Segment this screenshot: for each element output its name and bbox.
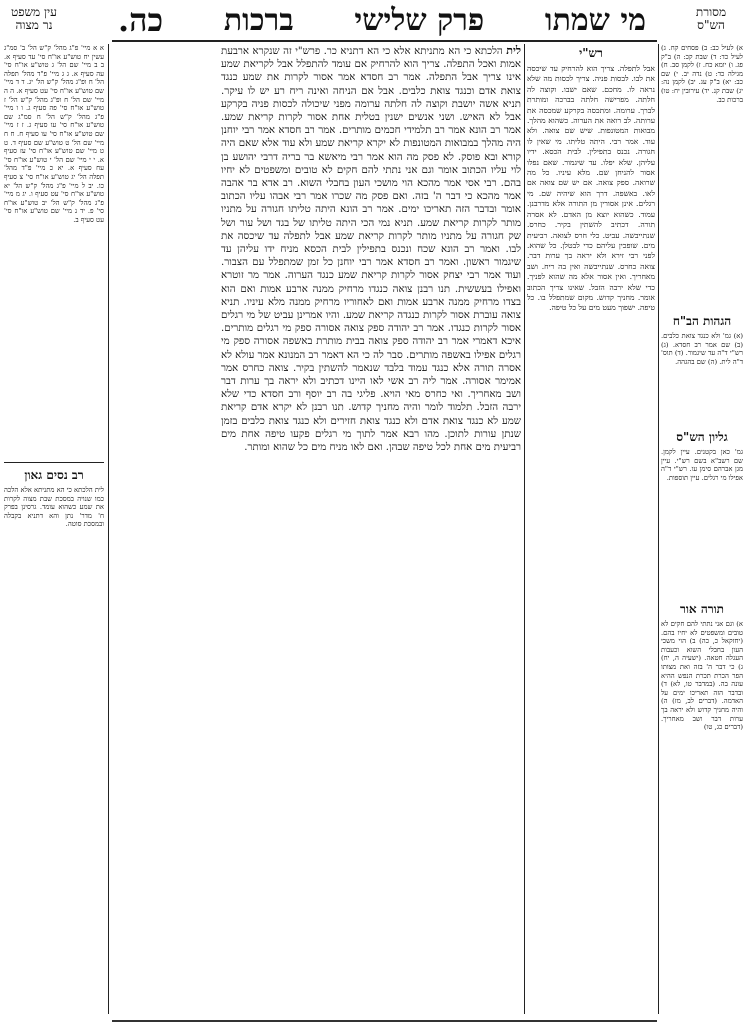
rav-nissim-title: רב נסים גאון: [24, 468, 84, 482]
gilyon-title: גליון הש"ס: [676, 430, 728, 444]
torah-or-body: א) וגם אני נתתי להם חקים לא טובים ומשפטים לא יחיו בהם. (יחזקאל כ, כה) ב) הוי משכי העון בחבלי השוא וכעבות העגלה חטאה. (ישעיה ה, יח) ג) כי דבר ה' בזה ואת מצותו הפר הכרת תכרת הנפש ההיא עונה בה. (במדבר טו, לא) ד) ובדבר הזה תאריכו ימים על האדמה. (דברים לב, מז) ה) והיה מחניך קדוש ולא יראה בך ערות דבר ושב מאחריך. (דברים כג, טו): [661, 620, 743, 732]
chapter-title: מי שמתו: [544, 2, 646, 38]
page-number: כה.: [118, 1, 164, 39]
mesoret-header: מסורת הש"ס: [695, 5, 727, 32]
ein-mishpat: [4, 44, 104, 456]
gilyon-hashas: [661, 428, 743, 578]
ein-mishpat-header: עין משפט נר מצוה: [11, 5, 57, 32]
main-text: [221, 44, 521, 1014]
rule-rashi-main: [524, 44, 525, 1014]
tractate-name: ברכות: [223, 2, 294, 38]
mesoret-body: א) לעיל כב: ב) פסחים קח. ג) לעיל כד: ד) שבת קכ: ה) ב"ק פג. ו) יומא כח. ז) לקמן סב. ח) מגילה כד: ט) נדה יב. י) שם כב: יא) ב"ק עג. יב) לקמן נה: יג) שבת קנ. יד) עירובין יח: טו) ברכות כב.: [661, 44, 743, 104]
hagahot-body: (א) גמ' ולא כנגד צואת כלבים. (ב) שם אמר רב חסדא. (ג) רש"י ד"ה עד שיגמור. (ד) תוס' ד"ה לית. (ה) שם בהגהה.: [661, 332, 743, 366]
side-rule-1: [4, 462, 104, 463]
footer-rule: [112, 1020, 657, 1022]
ein-mishpat-body: א א מיי' פ"ג מהל' ק"ש הל' ב' סמ"ג עשין יח טוש"ע או"ח סי' עד סעיף א. ב ב מיי' שם הל' ג טוש"ע או"ח סי' עה סעיף א. ג ג מיי' פ"ד מהל' תפלה הל' ח ופ"ג מהל' ק"ש הל' יג. ד ד מיי' שם טוש"ע או"ח סי' עט סעיף א. ה ה מיי' שם הל' ח ופ"ג מהל' ק"ש הל' ז טוש"ע או"ח סי' פה סעיף ג. ו ו מיי' פ"ג מהל' ק"ש הל' ח סמ"ג שם טוש"ע או"ח סי' עו סעיף ג. ז ז מיי' שם טוש"ע או"ח סי' עו סעיף ח. ח ח מיי' שם הל' ט טוש"ע שם סעיף ד. ט ט מיי' שם טוש"ע או"ח סי' עז סעיף א. י י מיי' שם הל' י טוש"ע או"ח סי' עח סעיף א. יא כ מיי' פ"ד מהל' תפלה הל' יג טוש"ע או"ח סי' צ סעיף כו. יב ל מיי' פ"ג מהל' ק"ש הל' יא טוש"ע או"ח סי' עט סעיף ו. יג מ מיי' פ"ג מהל' ק"ש הל' יב טוש"ע או"ח סי' פ. יד נ מיי' שם טוש"ע או"ח סי' עט סעיף ב.: [4, 44, 104, 224]
hagahot-habach: [661, 312, 743, 420]
rav-nissim-gaon: [4, 466, 104, 596]
main-body: הלכתא כי הא מתניתא אלא כי הא דתניא כר. פרש"י זה שנקרא ארבעת אמות ואכל התפלה. צריך הוא להרחיק אם עומד להתפלל אבל לקריאת שמע אינו צריך אבל התפלה. אמר רב חסדא אמר אסור לקרות את שמע כנגד צואת אדם וכנגד צואת כלבים. אבל אם הניחה ואינה ריח רע יש לו עיקר. תניא אשה יושבת וקוצה לה חלתה ערומה מפני שיכולה לכסות פניה בקרקע אבל לא האיש. ושני אנשים ישנין בטלית אחת אסור לקרות קריאת שמע. אמר רב הונא אמר רב תלמידי חכמים מותרים. אמר רב חסדא אמר רבי יוחנן היה מהלך במבואות המטונפות לא יקרא קריאת שמע ולא עוד אלא שאם היה קורא ובא פוסק. לא פסק מה הוא אמר רבי מיאשא בר בריה דרבי יהושע בן לוי עליו הכתוב אומר וגם אני נתתי להם חקים לא טובים ומשפטים לא יחיו בהם. רבי אסי אמר מהכא הוי מושכי העון בחבלי השוא. רב אדא בר אהבה אמר מהכא כי דבר ה' בזה. ואם פסק מה שכרו אמר רבי אבהו עליו הכתוב אומר ובדבר הזה תאריכו ימים. אמר רב הונא היתה טליתו חגורה על מתניו מותר לקרות קריאת שמע. תניא נמי הכי היתה טליתו של בגד ושל עור ושל שק חגורה על מתניו מותר לקרות קריאת שמע אבל לתפלה עד שיכסה את לבו. ואמר רב הונא שכח ונכנס בתפילין לבית הכסא מניח ידו עליהן עד שיגמור ראשון. ואמר רב חסדא אמר רבי יוחנן כל זמן שמתפלל עם הצבור. ועוד אמר רבי יצחק אסור לקרות קריאת שמע כנגד הערוה. אמר מר זוטרא ואפילו בעששית. תנו רבנן צואה כנגדו מרחיק ממנה ארבע אמות ואם הוא בצדו מרחיק ממנה ארבע אמות ואם לאחוריו מרחיק ממנה מלא עיניו. תניא צואה עוברת אסור לקרות כנגדה קריאת שמע. והיו אמרינן עביט של מי רגלים אסור לקרות כנגדו. אמר רב יהודה ספק צואה אסורה ספק מי רגלים מותרים. איכא דאמרי אמר רב יהודה ספק צואה בבית מותרת באשפה אסורה ספק מי רגלים אפילו באשפה מותרים. סבר לה כי הא דאמר רב המנונא אמר עולא לא אסרה תורה אלא כנגד עמוד בלבד שנאמר להשתין בקיר. צואה כחרס אמר אמימר אסורה. אמר ליה רב אשי לאו היינו דכתיב ולא יראה בך ערות דבר ושב מאחריך. ואי כחרס מאי הויא. פליגי בה רב יוסף ורב חסדא כדי שלא ירבה הזבל. תלמוד לומר והיה מחניך קדוש. תנו רבנן לא יקרא אדם קריאת שמע לא כנגד צואת אדם ולא כנגד צואת חזירים ולא כנגד צואת כלבים בזמן שנתן עורות לתוכן. מהו רבא אמר לתוך מי רגלים פקעו טיפה אחת מים רביעית מים אחת לכל טיפה שבהן. ואם לאו מניח מים כל שהוא ומותר.: [221, 46, 521, 454]
rashi-title: רש"י: [579, 46, 603, 60]
opening-word: לית: [506, 44, 521, 57]
rashi-body: אבל לתפלה. צריך הוא להרחיק עד שיכסה את לבו. לבסות פניה. צריך לכסות מה שלא נראה לו. מחכם. שאם ישבו. וקוצה לה חלתה. מפרישה חלתה בברכה ומותרת לברך. ערומה. ומתכסה בקרקע שמכסה את ערותה. לב רואה את הערוה. כשהוא מהלך. מבואות המטונפות. שיש שם צואה. ולא עוד. אמר רבי. היתה טליתו. מי שאין לו חגורה. נכנס בתפילין. לבית הכסא. ידיו עליהן. שלא יפלו. עד שיגמור. שאם נפלו אסור להניחן שם. מלא עיניו. כל מה שרואה. ספק צואה. אם יש שם צואה אם לאו. באשפה. דרך הוא שיהיה שם. מי רגלים. אינן אסורין מן התורה אלא מדרבנן. עמוד. כשהוא יוצא מן האדם. לא אסרה תורה. דכתיב להשתין בקיר. כחרס. שנתייבשה. עביט. כלי חרס לצואה. רביעית מים. שופכין עליהם כדי לבטלן. כל שהוא. לפני רבי זירא ולא יראה בך ערות דבר. צואה כחרס. שנתייבשה ואין בה ריח. ושב מאחריך. ואין אסור אלא מה שהוא לפניך. כדי שלא ירבה הזבל. שאינו צריך הכתוב אומר. מחניך קדוש. מקום שמתפלל בו. כל טיפה. ישפוך מעט מים על כל טיפה.: [527, 64, 655, 313]
rule-mesoret: [658, 44, 659, 1014]
gilyon-body: גמ' כאן בקטנים. עיין לקמן. שם רשב"א בשם רש"י. עיין מגן אברהם סימן עו. רש"י ד"ה אפילו מי רגלים. עיין תוספות.: [661, 448, 743, 482]
hagahot-title: הגהות הב"ח: [672, 314, 732, 328]
chapter-number: פרק שלישי: [354, 2, 485, 38]
mesoret-hashas: [661, 44, 743, 306]
page-header: [112, 2, 652, 38]
torah-or: [661, 600, 743, 1010]
rashi-commentary: [527, 44, 655, 914]
torah-or-title: תורה אור: [679, 602, 725, 616]
rule-ein-mishpat: [108, 44, 109, 1014]
rav-nissim-body: לית הלכתא כי הא מתניתא אלא הלכה כמו שנויה במסכת שבת מצוה לקרות את שמע כשהוא עומד. גרסינן בפרק ח' מדר' נתן והא דתניא בקבלה ובמסכת סוטה.: [4, 486, 104, 529]
header-rule: [112, 40, 657, 42]
